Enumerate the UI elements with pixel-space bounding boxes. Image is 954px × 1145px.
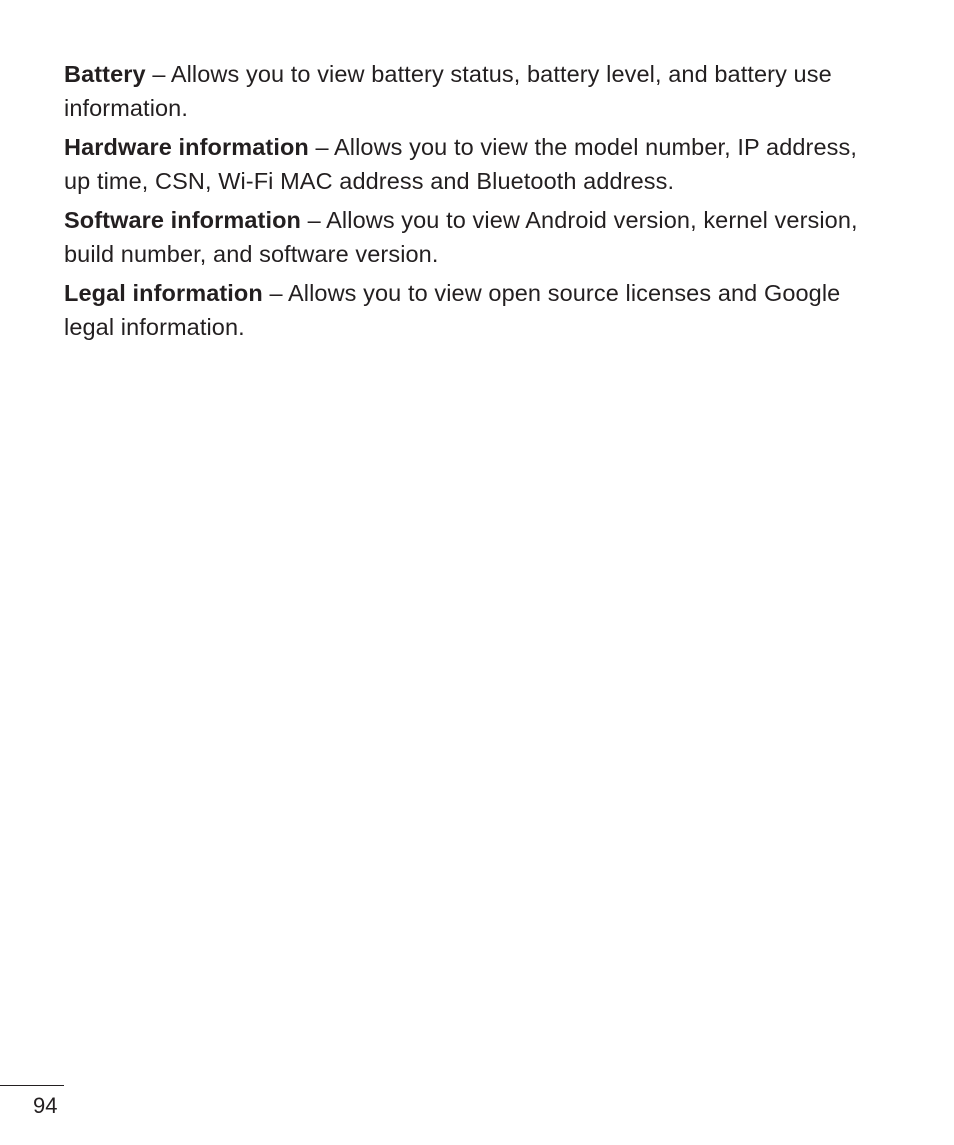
entry-hardware-information (64, 130, 884, 198)
footer-divider (0, 1085, 64, 1086)
description-battery: Allows you to view battery status, battery level, and battery use information. (64, 61, 832, 121)
definition-list (64, 57, 884, 349)
separator: – (145, 61, 171, 87)
page-number: 94 (33, 1093, 58, 1118)
separator: – (301, 207, 327, 233)
entry-legal-information (64, 276, 884, 344)
term-legal-information: Legal information (64, 280, 263, 306)
entry-software-information (64, 203, 884, 271)
description-software-information: Allows you to view Android version, kernel version, build number, and software version. (64, 207, 858, 267)
entry-battery (64, 57, 884, 125)
term-software-information: Software information (64, 207, 302, 233)
separator: – (262, 280, 288, 306)
description-hardware-information: Allows you to view the model number, IP address, up time, CSN, Wi-Fi MAC address and Bluetooth address. (64, 134, 857, 194)
description-legal-information: Allows you to view open source licenses and Google legal information. (64, 280, 841, 340)
separator: – (308, 134, 335, 160)
term-battery: Battery (64, 61, 146, 87)
term-hardware-information: Hardware information (64, 134, 309, 160)
